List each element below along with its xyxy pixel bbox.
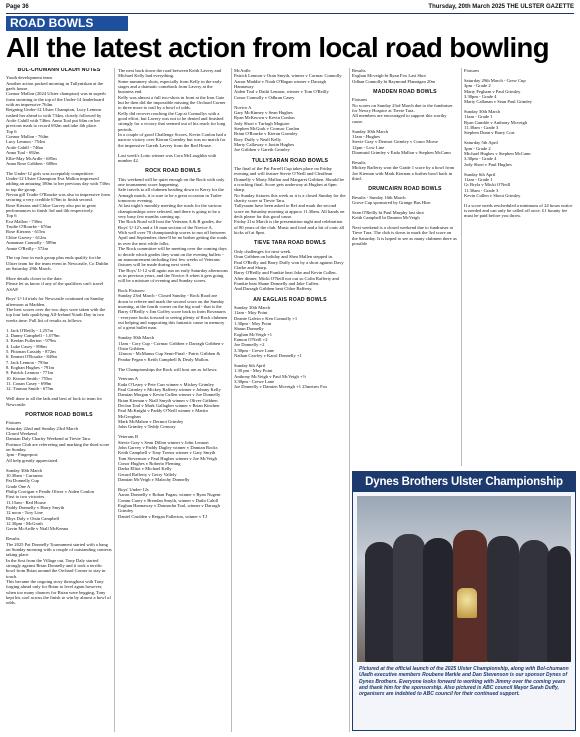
text-line: The Rock committee will be meeting over the coming days to decide which grades they want on the evening bullets - an announcement including first few weeks of Veterans fixtures will be made during next week. [118,246,227,268]
text-line: 8. Eoghan Hughes - 791m [6,365,55,371]
text-line: Grade One A [6,483,31,489]
text-line: Stephen McGurk v Cormac Conlon [234,125,300,131]
text-line: All help greatly appreciated. [6,457,59,463]
text-line: Sunday 6th April [464,171,496,177]
text-line: Another action packed morning in Tullyniskan at the gaels house. [6,80,104,92]
person-figure [365,542,395,662]
text-line: With well over 70 championship scores to run off between April and September, there'll be no bother getting the roads in over the next while folks. [118,230,227,246]
text-line: 11am - Hughes [352,133,380,139]
text-line: Oran Gribben on holiday and Shea Mallen stepped in. [234,254,334,260]
text-line: 3.30pm - Crewe Lane [234,347,275,353]
text-line: Damian Daly Charity Weekend at Tievie Tara. [6,436,91,442]
text-line: In the first from the Village out, Tony Daly started strongly against Brian Donnelly and it took a terrific bowl from Brian around the Orchard Corner to stay in touch. [6,557,106,579]
text-line: Philip Corrigan v Peadir Oliver v Aiden Conlon [6,488,94,494]
text-line: Boys' U-14 trials for Newcastle continued on Sunday afternoon at Madden. [6,296,104,307]
text-line: Sunday 30th March [234,304,271,310]
text-line: Kelly did recover reaching the Cap at Connollys with a good effort, but Lavery was not to be denied and finished strongly for a victory that seemed out of his reach for long periods. [118,110,226,132]
column-4 [352,68,458,466]
text-line: 1pm - Fingerpost [6,452,38,458]
text-line: Marty Fegham v Paul Grimley [464,88,521,94]
text-line: Closed Weekend [6,430,37,436]
text-line: Tullysaran have been asked to Ref and mark the second score on Saturday morning at approx 11.30am. All hands on deck please for this good cause. [234,203,345,220]
text-line: Rory Duffy v Neall Kelly [234,136,282,142]
text-line: Aiden Toal v Dathi Lennon, winner v Tom O'Reilly [234,89,329,95]
text-line: 11am - Grade 1 [464,176,493,182]
text-line: Deanie Galvin v Ken Connolly +1 [234,315,298,321]
text-line: Results [352,68,366,73]
person-figure [393,534,425,662]
text-line: Gr Bryla v Micki O'Neill [464,182,511,188]
text-line: Under-12 Ulster Champion Eva Mallon impressed adding an amazing 180m to her previous day with 730m to top the group. [6,176,110,192]
text-line: Aoife Cahill - 746m [6,144,44,150]
text-line: After dinner, Micki O'Neill not out so Colin Rafferty and Frankie beat Shane Donnelly and Jake Cullen. [234,275,339,286]
text-line: 5. Fhionan Cassidy - 872m [6,349,56,354]
text-line: Eva Mallon - 730m [6,218,42,224]
text-line: Shaun Donnelly [234,326,264,332]
text-line: 1. Jack O'Reilly - 1,257m [6,327,54,333]
text-line: Anthony McVeigh v Paul McVeigh +½ [234,373,307,379]
text-line: Conor Connolly v Odhran Casey [234,94,295,100]
text-line: Please let us know if any of the qualifiers can't travel ASAP. [6,281,104,292]
text-line: 11. Conan Casey - 698m [6,381,52,387]
person-figure [547,546,571,662]
text-line: 11.30am - Grade 3 [464,187,499,193]
text-line: 3.30pm - Grade 4 [464,156,497,162]
text-line: Darba Elliot v Michael Kelly [118,466,172,472]
text-line: Stephen Dunn v Barry Corr [464,130,515,136]
text-line: Jody Short v Paul Hughes [464,161,512,167]
text-line: Daniel Crudden v Reigan Fullerton, winner v TJ [118,513,207,519]
text-line: The Championships the Rock will host are as follows: [118,366,218,372]
text-line: Sean O'Reilly bt Paul Murphy last shot [352,209,424,215]
text-line: Gerard Rafferty v Gerry Vallely [118,471,177,477]
text-line: 3pm - Grade 2 [464,145,491,151]
article-heading: BOL-CHUMANN ULADH NOTES [17,68,101,73]
header-rule [6,13,574,14]
text-line: Paul Grimley v Mickey Rafferty winner v Johnny Kelly [118,387,221,393]
column-divider [461,68,462,466]
text-line: The next back down the road between Keith Lavery and Michael Kelly had everything. [118,68,222,79]
text-line: The Rock Road will host the Veterans A & B grades, the Boys' U-12's and a 16 man section of the Novice A. [118,219,222,230]
text-line: Brian O'Rourke v Kieran Gormley [234,131,298,137]
text-line: Eamon O'Neill +2 [234,336,268,342]
text-line: Kelly was almost a full two-shots in front at the Iron Gate but he then did the impossible missing the Orchard Corner to three more to trail by a bowl of odds. [118,94,226,111]
text-line: 7. Jack Lennon - 793m [6,359,49,365]
publication-date: Thursday, 20th March 2025 THE ULSTER GAZETTE [428,4,574,10]
text-line: Sunday 30th March [464,109,501,115]
text-line: Reigning Under-12 Ulster Champion, Lucy Lennon rushed her ahead to with 734m, closely followed by Aoife Cahill with 746m. Anna Toal put 64m on her previous mark to record 692m and take 4th place. [6,107,102,129]
trophy-icon [457,588,477,618]
text-line: Nevan gill Trudie O'Rourke was also in impressive form securing a very credible 676m to finish second. [6,192,110,203]
text-line: This became the ongoing story throughout with Tony forging ahead only for Brian to level again however, when too many chances for Brian were begging, Tony kept his cool across the finish to win by almost a bowl of odds. [6,578,111,606]
text-line: Fixtures [464,68,480,73]
text-line: Top 6 [6,213,17,219]
text-line: Novice A [234,104,252,110]
text-line: 11.15am - Red House [6,499,46,505]
text-line: Sunday 30th March [6,467,43,473]
text-line: 3.30pm - Grade 4 [464,93,497,99]
text-line: Patrick Lennon v Oran Smyth, winner v Cormac Connolly [234,73,342,79]
text-line: Saturday 22nd and Sunday 23rd March [6,425,79,431]
article-heading: TIEVE TARA ROAD BOWLS [254,240,326,247]
text-line: The Under-12 girls was acceptably competitive. [6,170,95,176]
text-line: Gavin McArdle v Niall McKenna [6,526,68,532]
person-figure [519,540,549,662]
text-line: Ellie-May McArdle - 685m [6,155,57,161]
article-heading: TULLYSARAN ROAD BOWLS [251,157,329,164]
text-line: Next weekend is a closed weekend due to fundraiser at Tieve Tara. The club is down to mark the 3rd score on the Saturday. It is hoped to see as many clubmen there as possible [352,224,457,246]
text-line: Saturday 5th April [464,140,498,146]
text-line: 10. Kieran Smith - 755m [6,375,52,381]
text-line: And Darragh Gribben beat Chloe Rafferty. [234,286,313,292]
text-line: Results - Sunday 16th March [352,194,406,200]
text-line: Aaron Donnelly v Rohan Fagan, winner v Ryan Nugent [118,492,221,498]
text-line: 12noon - McManus Cup Semi-Final - Patric Gribben & Peadar Fegan v Keith Campbell & Dealy Mallon. [118,351,221,362]
text-line: Ryan Gamble v Anthony Mcveigh [464,119,528,125]
text-line: Portmor Club are refereeing and marking the third score on Sunday. [6,441,110,452]
article-heading: ROCK ROAD BOWLS [145,168,201,175]
text-line: 6. Emmet O'Rourke - 849m [6,354,57,360]
text-line: John Garvey v Paddy Dagley winner v Damian Rocks [118,445,218,450]
text-line: Eoghan Mcveigh bt Ryan Fox Last Shot [352,73,426,79]
article-heading: MADDEN ROAD BOWLS [373,89,437,96]
text-line: Results [6,536,20,542]
section-label: ROAD BOWLS [6,16,128,31]
text-line: Rose Kierans and Chloe Garvey also put in great performances to finish 3rd and 4th respectively. [6,202,96,214]
text-line: 1.30 pm - Moy Point [234,368,273,374]
text-line: Ryan McKeown v Kevin Conlon [234,115,295,121]
text-line: Keith Campbell v Tony Trenor winner v Gary Smyth [118,450,216,456]
photo-caption: Pictured at the official launch of the 2025 Ulster Championship, along with Bol-chumann Uladh executive members Roubene Markle and Dan Stevenson is our sponsor Dynes of Dynes Brothers. Everyone looks forward to working with Jimmy over the coming years and thank him for the sponsorship. Also pictured is ABC council Mayor Sarah Duffy, organisers are indebted to ABC council for their continued support. [359,666,569,698]
text-line: Stevie Gray v Dermot Grimley v Conor Morse [352,139,438,145]
text-line: Well done to all the lads and best of luck to team for Newcastle. [6,396,103,407]
text-line: All members are encouraged to support this worthy cause. [352,113,447,124]
headline: All the latest action from local road bowling [6,32,549,63]
text-line: Damian McVeigh v Malachy Donnelly [118,477,190,483]
text-line: The best scores over the two days were taken with the top four lads qualifying All-Ireland Youth Day in two weeks time. Full list of results as follows: [6,307,106,323]
text-line: Damian Morgan v Kevin Cullen winner v Joe Donnelly [118,392,221,398]
text-line: Lucy Lennon - 754m [6,139,45,145]
text-line: Gary McKinney v Sean Hughes [234,109,293,115]
person-figure [423,538,453,662]
text-line: Connor Mallon (2024 Ulster champion) was in superb form storming to the top of the Under-14 leaderboard with an impressive 764m. [6,91,106,108]
text-line: Anna Rose Gribben - 680m [6,160,57,166]
text-line: The top four in each group plus ends qualify for the Ulster team for the team event in Newcastle, Co Dublin on Saturday 29th March. [6,255,109,272]
text-line: Sunday 23rd March - Closed Sunday - Rock Road are down to referee and mark the second score on the Sunday morning, at the fourth corner on the big road - that is the Barry O'Reilly v Jim Goffey score back in from Rovanarrs - everyone looks forward to seeing plenty of Rock clubmen out helping and supporting this fantastic cause in memory of a great bullet man. [118,293,228,331]
championship-feature [352,471,576,731]
text-line: Barry O'Reilly and Frankie beat Jake and Kevin Cullen. [234,270,337,276]
text-line: Jody Short v Turlagh Maguire [234,120,290,126]
text-line: Joe Donnelly +2 [234,342,265,348]
text-line: Chloe Garvey - 612m [6,234,46,240]
text-line: The 2025 Pat Donnelly Tournament started with a bang on Sunday morning with a couple of outstanding contests taking place. [6,541,112,558]
text-line: Michael Hughes v Stephen McCann [464,150,531,156]
text-line: 11am - Grade 1 [464,114,493,120]
text-line: No Sunday fixtures this week as it is a closed Sunday for the charity score at Tievie Tara. [234,192,346,204]
text-line: Joe Donnelly v Damien Mcveigh +1 25metres Fox [234,384,328,390]
column-divider [349,68,350,732]
text-line: Eoghan McVeigh +1 [234,331,273,337]
text-line: Fixtures [6,420,22,426]
text-line: The Boys' U-12 will again run on early Saturday afternoons as in previous years, and the Novice A when it gets going will be a mixture of evening and Sunday scores. [118,267,228,284]
text-line: Eada O'Leary v Pete Carr winner v Mickey Grimley [118,381,214,387]
text-line: 12 noon - Tory Line [6,510,43,516]
text-line: Paul O'Reilly and Barry Duffy won by a short against Davy Clarke and Sharp. [234,259,344,270]
text-line: Stevie Gray v Sean Dillon winner v John Lennon [118,439,209,445]
text-line: First to two victories. [6,494,46,500]
text-line: 11am - Moy Point [234,310,268,316]
feature-title: Dynes Brothers Ulster Championship [353,472,575,492]
text-line: Anna Toal - 692m [6,150,40,156]
text-line: Odhan Connolly bt Raymond Flannigan 20m [352,78,436,84]
text-line: Paddy Donnelly v Harry Smyth [6,504,65,510]
text-line: Conor Hughes v Roberto Fleming [118,461,181,467]
text-line: Kevin Cullen v Shoot Grimley [464,192,521,198]
person-figure [487,536,519,662]
text-line: Keith Campbell bt Damien McVeigh [352,215,420,221]
text-line: Paul McKnight v Paddy O'Neill winner v Martin McGeoghan [118,408,208,419]
group-photo [357,496,571,662]
text-line: Fixtures [352,97,368,103]
article-heading: AN EAGLAIS ROAD BOWLS [253,296,327,303]
text-line: 11am - Cory Cup - Cormac Gribben v Darragh Gribben v Oisin Gribben. [118,340,224,351]
text-line: Pat Donnelly Cup [6,478,39,484]
text-line: Rose Kierans - 615m [6,229,45,235]
text-line: Grove Cup sponsored by Grange Bus Hire: [352,199,432,205]
text-line: Comm Carey v Brendan Smyth, winner v Dathi Cahill [118,497,219,503]
text-line: Friday 21st March is the presentation night and celebration of 80 years of the club. Music and food and a bit of craic all kicks off at 8pm. [234,219,345,236]
text-line: The final of the Pat Farrell Cup takes place on Friday evening and will feature Stevie O'Neill and Cleaffean Donnelly v Marty Mallon and Margaret Gribben. Should be a cracking final. Score gets underway at Hughes at 6pm sharp. [234,166,345,193]
text-line: Connor Mallon - 764m [6,134,49,140]
text-line: Eoghan Hannaway v Donnacha Toal, winner v Darragh Grimley [118,502,220,514]
text-line: Tom Stevenson v Paul Hughes winner v Joe McVeigh [118,455,217,461]
text-line: 12. Tiarnan Smith - 675m [6,386,54,392]
text-line: This weekend will be quiet enough on the Rock with only one tournament score happening. [118,176,225,188]
text-line: Youth development team [6,75,52,81]
text-line: John Grimley v Teddy Conway [118,424,176,430]
text-line: More details closer to the date. [6,275,63,281]
text-line: Sunday 30th March [118,335,155,341]
text-line: Saturday 29th March - Grew Cup [464,77,526,83]
column-3 [234,68,346,732]
column-1 [6,68,112,732]
text-line: Annie O'Reilly - 572m [6,245,49,251]
text-line: 4. Luke Casey - 896m [6,343,47,349]
article-heading: PORTMOR ROAD BOWLS [25,411,93,418]
text-line: Nathan Cawley v Karol Donnelly +1 [234,353,302,358]
text-line: Marty Callaway v Justin Hughes [234,141,295,147]
text-line: Marty Callanan v Sean Paul Grimley [464,99,532,105]
text-line: Top 6 [6,128,17,134]
article-heading: DRUMCAIRN ROAD BOWLS [368,186,442,193]
text-line: Some nummery shots, especially from Kelly in the early stages and a dramatic comeback from Lavery at the business end. [118,78,222,95]
column-2 [118,68,228,732]
text-line: Rock Fixtures: [118,288,146,294]
column-5 [464,68,574,466]
text-line: 3.30pm - Crewe Lane [234,378,275,384]
text-line: Only challenges for next week. [234,248,292,254]
text-line: Aaron Maddie v Noah O'Hagan winner v Darragh Hannaway [234,78,327,90]
text-line: 12.30pm - McGrath [6,520,43,526]
text-line: 9. Patrick Lennon - 771m [6,370,54,376]
text-line: Sunday 30th March [352,128,389,134]
text-line: Trudie O'Rourke - 676m [6,224,52,230]
column-divider [114,68,115,732]
text-line: 3pm - Grade 2 [464,83,491,89]
text-line: Joe Gribben v Gareth Grimley [234,147,290,153]
text-line: Mark McMahon v Dermot Grimley [118,419,184,425]
text-line: Brian Kiernan v Niall Smyth winner v Oliver Gribben [118,397,218,403]
text-line: Veterans A [118,376,139,382]
text-line: 12pm - Low Line [352,144,385,150]
page-number: Page 36 [6,4,29,10]
text-line: 2. Danny Campbell - 1,079m [6,332,60,338]
text-line: 1.30pm - Moy Point [234,320,272,326]
text-line: Boys' Under-12s [118,486,149,492]
text-line: McArdle [234,68,251,73]
text-line: At last night's monthly meeting the roads for the various championships were selected, and there is going to be a very busy few months coming up. [118,203,222,220]
text-line: Results [352,159,366,165]
text-line: Veterans B [118,434,139,440]
text-line: Last week's Lotto winner was Cora McLoughlin with number 42. [118,152,217,163]
text-line: If a score needs rescheduled a minimum of 24 hours notice is needed and can only be called off once. £1 bounty fee must be paid before you throw. [464,202,573,219]
text-line: No scores on Sunday 23rd March due to the fundraiser for Newry Hospice at Tievie Tara. [352,102,453,114]
text-line: Diarmuid Grimley v Eada Mallon v Stephen McCann [352,149,451,155]
text-line: Annamae Connolly - 589m [6,240,57,246]
text-line: Mickey Rafferty won the Grade 1 score by a bowl from Joe Kiernan with Mark Kiernan a further bowl back in third. [352,165,455,181]
text-line: Sunday 6th April [234,362,266,368]
text-line: 11.30am - Grade 3 [464,125,499,131]
text-line: 10.30am - Curranns [6,472,43,478]
text-line: Rhys Daly v Oisin Campbell [6,515,60,521]
page-header [6,2,574,12]
text-line: Safe travels to all clubmen heading down to Kerry for the Armagh match, it is sure to be a great occasion in Tralee tomorrow evening. [118,187,224,204]
text-line: 3. Keelan Fullerton - 979m [6,338,56,344]
text-line: Declan Toal v Mark Gallagher winner v Brian Kinchen [118,403,220,409]
text-line: In a couple of good Challenge Scores, Kevin Conlon had a narrow victory over Kieran Gormley but was no match for the impressive Gareth Lavery from the Red House. [118,132,227,148]
column-divider [231,68,232,732]
